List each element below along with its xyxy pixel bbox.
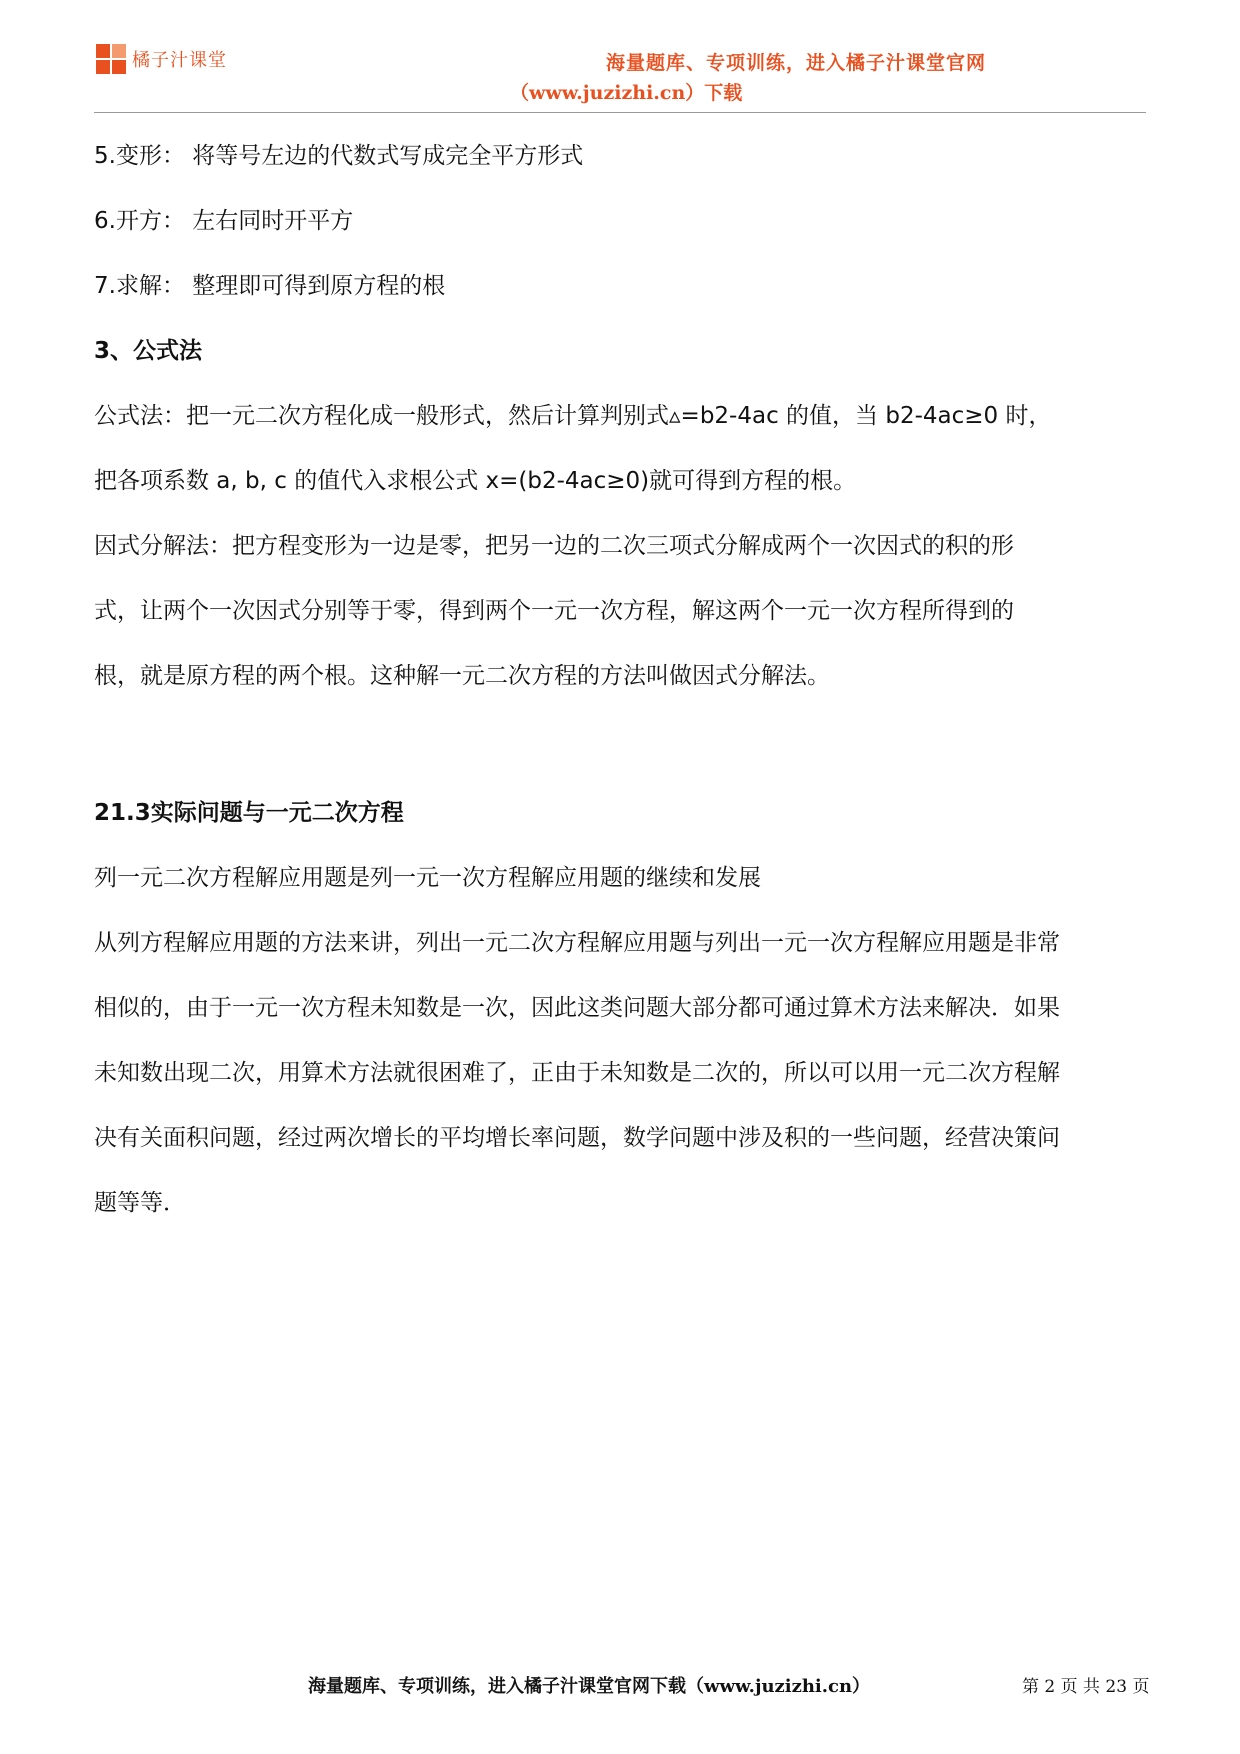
page-number: 第 2 页 共 23 页 <box>1022 1677 1150 1697</box>
paragraph-line: 题等等． <box>94 1190 186 1216</box>
paragraph-line: 公式法：把一元二次方程化成一般形式，然后计算判别式▵=b2-4ac 的值，当 b2-4ac≥0 时， <box>94 403 1052 429</box>
application-paragraph <box>94 862 1154 1252</box>
method-steps <box>94 140 1154 335</box>
header-slogan: 海量题库、专项训练，进入橘子汁课堂官网 <box>606 52 987 74</box>
paragraph-line: 列一元二次方程解应用题是列一元一次方程解应用题的继续和发展 <box>94 865 761 891</box>
factorization-paragraph <box>94 530 1154 725</box>
header-divider <box>94 112 1146 113</box>
step-item: 7.求解： 整理即可得到原方程的根 <box>94 273 446 299</box>
formula-paragraph <box>94 400 1154 530</box>
paragraph-line: 把各项系数 a, b, c 的值代入求根公式 x=(b2-4ac≥0)就可得到方程的根。 <box>94 468 857 494</box>
page-header <box>0 0 1240 118</box>
document-body <box>94 140 1154 1252</box>
paragraph-line: 根，就是原方程的两个根。这种解一元二次方程的方法叫做因式分解法。 <box>94 663 830 689</box>
section-heading-formula: 3、公式法 <box>94 338 203 364</box>
logo-icon <box>96 44 126 74</box>
paragraph-line: 因式分解法：把方程变形为一边是零，把另一边的二次三项式分解成两个一次因式的积的形 <box>94 533 1014 559</box>
footer-slogan[interactable]: 海量题库、专项训练，进入橘子汁课堂官网下载（www.juzizhi.cn） <box>308 1676 871 1697</box>
paragraph-line: 式，让两个一次因式分别等于零，得到两个一元一次方程，解这两个一元一次方程所得到的 <box>94 598 1014 624</box>
step-item: 5.变形： 将等号左边的代数式写成完全平方形式 <box>94 143 584 169</box>
section-heading-21-3: 21.3实际问题与一元二次方程 <box>94 800 404 826</box>
paragraph-line: 从列方程解应用题的方法来讲，列出一元二次方程解应用题与列出一元一次方程解应用题是非常 <box>94 930 1060 956</box>
section-gap <box>94 725 1154 797</box>
paragraph-line: 决有关面积问题，经过两次增长的平均增长率问题，数学问题中涉及积的一些问题，经营决策问 <box>94 1125 1060 1151</box>
step-item: 6.开方： 左右同时开平方 <box>94 208 354 234</box>
page-footer <box>0 1672 1240 1712</box>
paragraph-line: 相似的，由于一元一次方程未知数是一次，因此这类问题大部分都可通过算术方法来解决．如果 <box>94 995 1060 1021</box>
brand-logo[interactable] <box>96 44 227 74</box>
logo-text: 橘子汁课堂 <box>132 50 227 71</box>
paragraph-line: 未知数出现二次，用算术方法就很困难了，正由于未知数是二次的，所以可以用一元二次方程解 <box>94 1060 1060 1086</box>
header-download-link[interactable]: （www.juzizhi.cn）下载 <box>510 82 743 104</box>
